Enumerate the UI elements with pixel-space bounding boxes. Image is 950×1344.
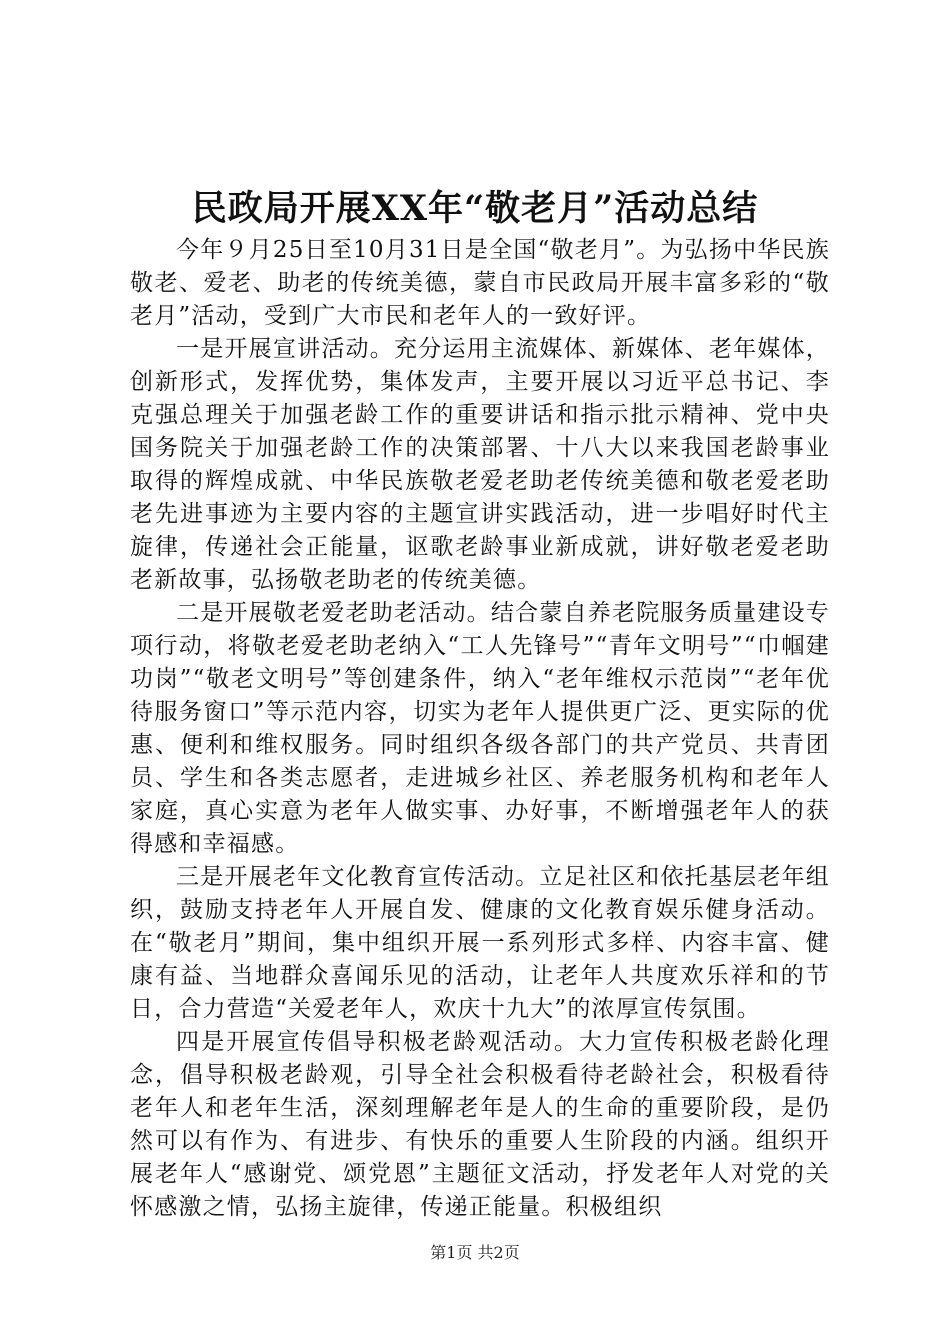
paragraph-4: 四是开展宣传倡导积极老龄观活动。大力宣传积极老龄化理念，倡导积极老龄观，引导全社会积极看待老龄社会，积极看待老年人和老年生活，深刻理解老年是人的生命的重要阶段，是仍然可以有作为、有进步、有快乐的重要人生阶段的内涵。组织开展老年人“感谢党、颂党恩”主题征文活动，抒发老年人对党的关怀感激之情，弘扬主旋律，传递正能量。积极组织 — [130, 1029, 830, 1220]
page-footer: 第1页 共2页 — [430, 1243, 520, 1262]
paragraph-intro: 今年９月25日至10月31日是全国“敬老月”。为弘扬中华民族敬老、爱老、助老的传统美德，蒙自市民政局开展丰富多彩的“敬老月”活动，受到广大市民和老年人的一致好评。 — [130, 237, 830, 329]
document-body — [130, 234, 830, 1224]
paragraph-2: 二是开展敬老爱老助老活动。结合蒙自养老院服务质量建设专项行动，将敬老爱老助老纳入“工人先锋号”“青年文明号”“巾帼建功岗”“敬老文明号”等创建条件，纳入“老年维权示范岗”“老年优待服务窗口”等示范内容，切实为老年人提供更广泛、更实际的优惠、便利和维权服务。同时组织各级各部门的共产党员、共青团员、学生和各类志愿者，走进城乡社区、养老服务机构和老年人家庭，真心实意为老年人做实事、办好事，不断增强老年人的获得感和幸福感。 — [130, 600, 830, 857]
document-title: 民政局开展XX年“敬老月”活动总结 — [191, 188, 759, 229]
paragraph-3: 三是开展老年文化教育宣传活动。立足社区和依托基层老年组织，鼓励支持老年人开展自发、健康的文化教育娱乐健身活动。在“敬老月”期间，集中组织开展一系列形式多样、内容丰富、健康有益、当地群众喜闻乐见的活动，让老年人共度欢乐祥和的节日，合力营造“关爱老年人，欢庆十九大”的浓厚宣传氛围。 — [130, 864, 830, 1022]
paragraph-1: 一是开展宣讲活动。充分运用主流媒体、新媒体、老年媒体，创新形式，发挥优势，集体发声，主要开展以习近平总书记、李克强总理关于加强老龄工作的重要讲话和指示批示精神、党中央国务院关于加强老龄工作的决策部署、十八大以来我国老龄事业取得的辉煌成就、中华民族敬老爱老助老传统美德和敬老爱老助老先进事迹为主要内容的主题宣讲实践活动，进一步唱好时代主旋律，传递社会正能量，讴歌老龄事业新成就，讲好敬老爱老助老新故事，弘扬敬老助老的传统美德。 — [130, 336, 830, 593]
